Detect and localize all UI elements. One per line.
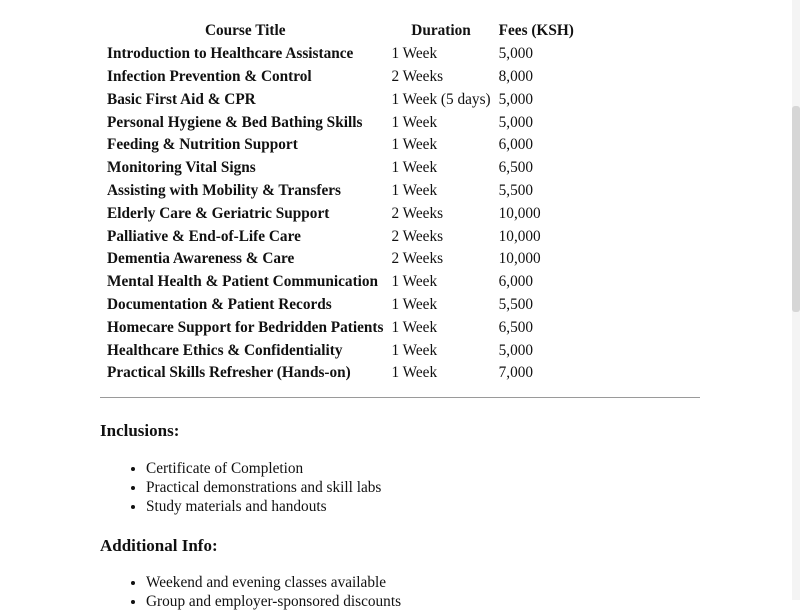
table-header-row (103, 20, 578, 43)
duration-cell: 1 Week (391, 341, 438, 359)
table-row (103, 294, 578, 317)
table-row (103, 316, 578, 339)
duration-cell: 1 Week (391, 136, 438, 154)
fee-cell: 6,500 (498, 159, 534, 177)
fee-cell: 10,000 (498, 250, 541, 268)
fee-cell: 5,000 (498, 45, 534, 63)
duration-cell: 1 Week (391, 364, 438, 382)
header-course-title: Course Title (204, 22, 286, 40)
header-fees: Fees (KSH) (498, 22, 574, 40)
course-title-cell: Healthcare Ethics & Confidentiality (107, 341, 343, 359)
course-title-cell: Infection Prevention & Control (107, 67, 312, 85)
table-row (103, 271, 578, 294)
duration-cell: 2 Weeks (391, 250, 444, 268)
fee-cell: 6,000 (498, 136, 534, 154)
duration-cell: 1 Week (391, 318, 438, 336)
course-title-cell: Practical Skills Refresher (Hands-on) (107, 364, 351, 382)
course-fees-table (103, 20, 578, 385)
course-title-cell: Assisting with Mobility & Transfers (107, 181, 341, 199)
fee-cell: 5,500 (498, 295, 534, 313)
duration-cell: 1 Week (5 days) (391, 90, 491, 108)
duration-cell: 1 Week (391, 45, 438, 63)
additional-info-list (100, 573, 401, 611)
table-body (103, 43, 578, 385)
inclusions-list (100, 459, 381, 516)
table-row (103, 157, 578, 180)
duration-cell: 1 Week (391, 295, 438, 313)
list-item: • Practical demonstrations and skill labs (146, 478, 381, 497)
duration-cell: 1 Week (391, 181, 438, 199)
table-row (103, 43, 578, 66)
list-item: • Weekend and evening classes available (146, 573, 401, 592)
table-row (103, 88, 578, 111)
table-row (103, 339, 578, 362)
course-title-cell: Feeding & Nutrition Support (107, 136, 298, 154)
additional-info-heading: Additional Info: (100, 536, 218, 555)
fee-cell: 6,500 (498, 318, 534, 336)
course-title-cell: Homecare Support for Bedridden Patients (107, 318, 384, 336)
table-row (103, 248, 578, 271)
duration-cell: 1 Week (391, 113, 438, 131)
duration-cell: 2 Weeks (391, 67, 444, 85)
vertical-scrollbar[interactable] (792, 0, 800, 600)
table-row (103, 202, 578, 225)
table-row (103, 134, 578, 157)
duration-cell: 1 Week (391, 273, 438, 291)
course-title-cell: Personal Hygiene & Bed Bathing Skills (107, 113, 363, 131)
fee-cell: 8,000 (498, 67, 534, 85)
section-divider (100, 397, 700, 398)
table-row (103, 66, 578, 89)
inclusions-heading: Inclusions: (100, 421, 180, 440)
course-title-cell: Introduction to Healthcare Assistance (107, 45, 354, 63)
duration-cell: 2 Weeks (391, 227, 444, 245)
header-duration: Duration (411, 22, 471, 40)
course-title-cell: Dementia Awareness & Care (107, 250, 295, 268)
fee-cell: 5,000 (498, 341, 534, 359)
fee-cell: 7,000 (498, 364, 534, 382)
table-row (103, 362, 578, 385)
course-title-cell: Documentation & Patient Records (107, 295, 332, 313)
table-row (103, 111, 578, 134)
fee-cell: 10,000 (498, 204, 541, 222)
course-title-cell: Basic First Aid & CPR (107, 90, 256, 108)
fee-cell: 5,000 (498, 113, 534, 131)
fee-cell: 5,000 (498, 90, 534, 108)
course-title-cell: Monitoring Vital Signs (107, 159, 256, 177)
list-item: • Study materials and handouts (146, 497, 381, 516)
fee-cell: 6,000 (498, 273, 534, 291)
fee-cell: 5,500 (498, 181, 534, 199)
scrollbar-thumb[interactable] (792, 106, 800, 312)
duration-cell: 2 Weeks (391, 204, 444, 222)
table-row (103, 180, 578, 203)
course-title-cell: Elderly Care & Geriatric Support (107, 204, 330, 222)
course-title-cell: Mental Health & Patient Communication (107, 273, 379, 291)
fee-cell: 10,000 (498, 227, 541, 245)
list-item: • Group and employer-sponsored discounts (146, 592, 401, 611)
list-item: • Certificate of Completion (146, 459, 381, 478)
table-row (103, 225, 578, 248)
duration-cell: 1 Week (391, 159, 438, 177)
course-title-cell: Palliative & End-of-Life Care (107, 227, 301, 245)
